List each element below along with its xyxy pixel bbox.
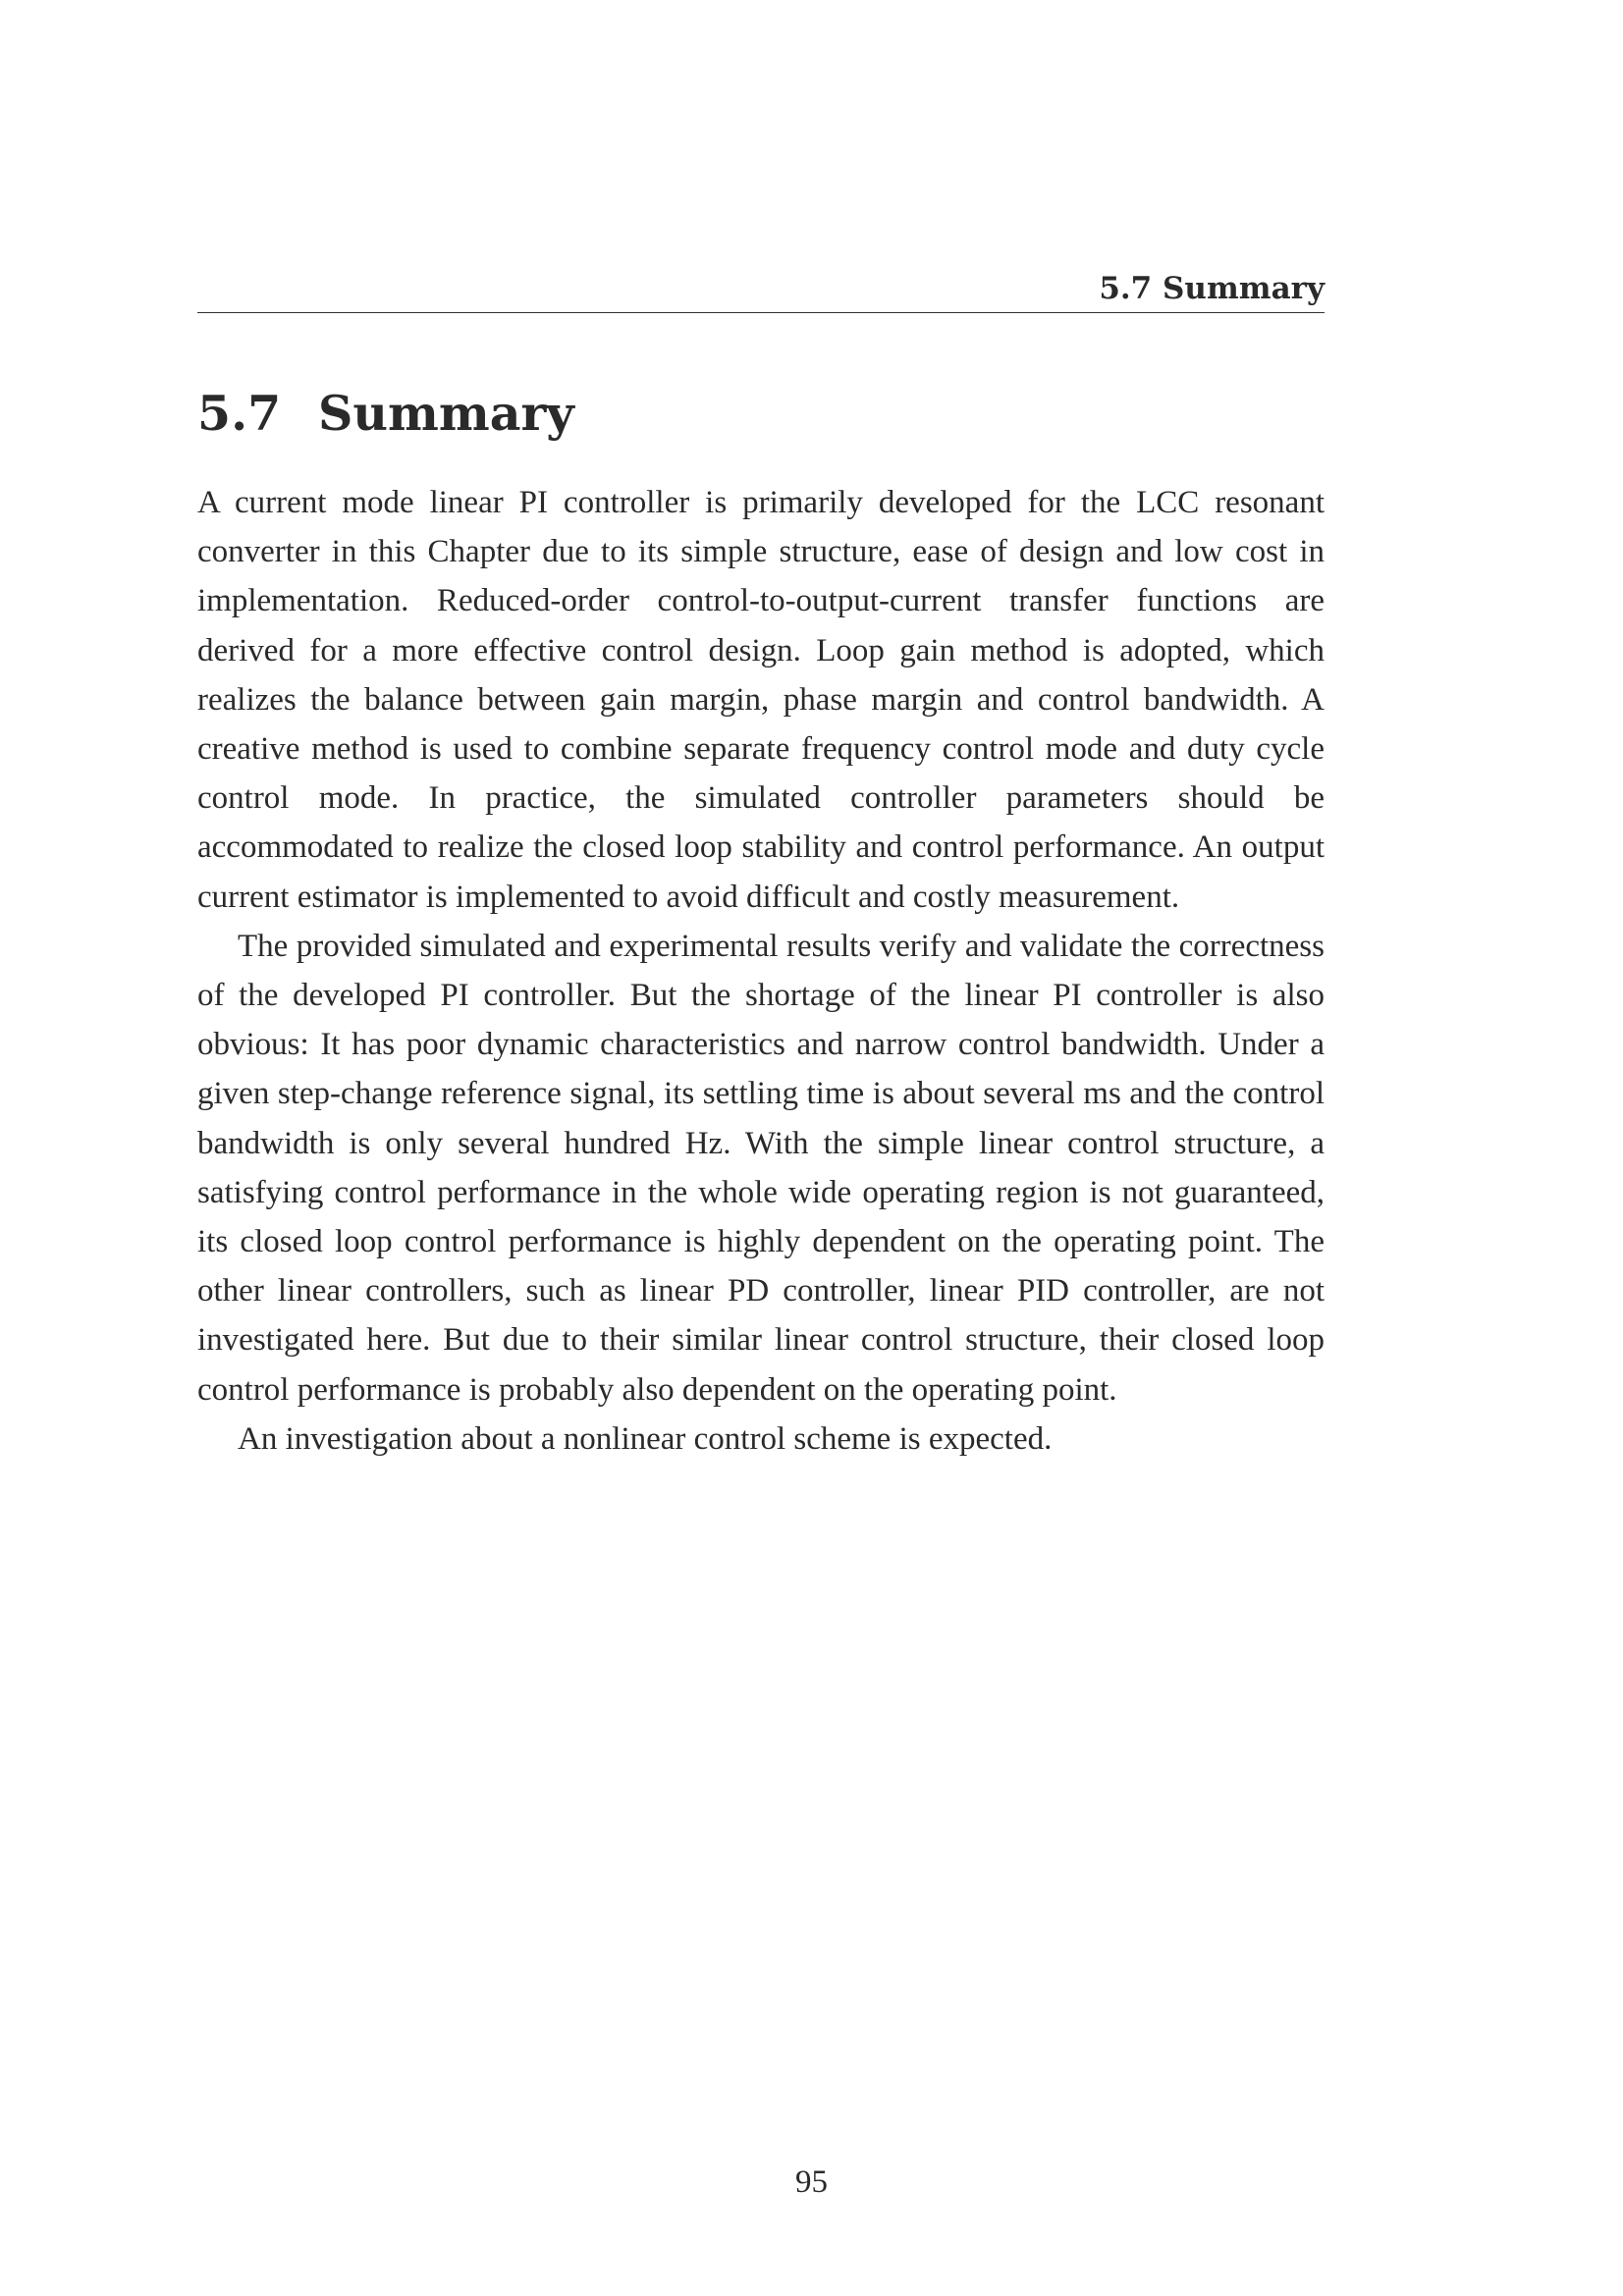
paragraph-3: An investigation about a nonlinear control scheme is expected.	[238, 1420, 1053, 1457]
section-number: 5.7	[197, 385, 282, 442]
section-title-text: Summary	[318, 385, 574, 442]
running-header	[197, 267, 1325, 313]
section-heading	[197, 385, 574, 442]
paragraph-2: The provided simulated and experimental results verify and validate the correctness of the developed PI controller. But the shortage of the linear PI controller is also obvious: It has poor dynamic characteristics and narrow control bandwidth. Under a given step-change reference signal, its settling time is about several ms and the control bandwidth is only several hundred Hz. With the simple linear control structure, a satisfying control performance in the whole wide operating region is not guaranteed, its closed loop control performance is highly dependent on the operating point. The other linear controllers, such as linear PD controller, linear PID controller, are not investigated here. But due to their similar linear control structure, their closed loop control performance is probably also dependent on the operating point.	[197, 928, 1325, 1408]
running-header-title: 5.7 Summary	[1099, 271, 1325, 306]
paragraph-1: A current mode linear PI controller is primarily developed for the LCC resonant converter in this Chapter due to its simple structure, ease of design and low cost in implementation. Reduced-order control-to-output-current transfer functions are derived for a more effective control design. Loop gain method is adopted, which realizes the balance between gain margin, phase margin and control bandwidth. A creative method is used to combine separate frequency control mode and duty cycle control mode. In practice, the simulated controller parameters should be accommodated to realize the closed loop stability and control performance. An output current estimator is implemented to avoid difficult and costly measurement.	[197, 485, 1325, 915]
page-number: 95	[795, 2164, 828, 2200]
body-text	[197, 478, 1325, 1464]
